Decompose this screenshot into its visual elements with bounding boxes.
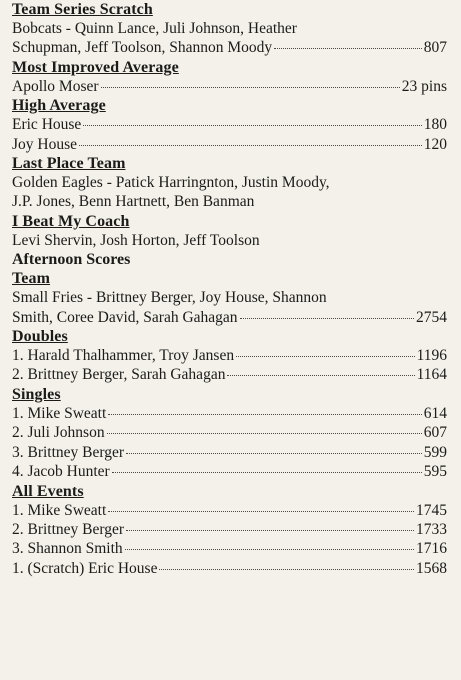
team-series-scratch-members: Schupman, Jeff Toolson, Shannon Moody [12, 39, 273, 57]
doubles-row [12, 346, 447, 365]
doubles-names: 1. Harald Thalhammer, Troy Jansen [12, 347, 235, 365]
doubles-names: 2. Brittney Berger, Sarah Gahagan [12, 366, 226, 384]
most-improved-section [12, 58, 447, 96]
high-average-name: Joy House [12, 135, 78, 153]
all-events-name: 3. Shannon Smith [12, 540, 123, 558]
leader-dots [240, 318, 414, 319]
all-events-row [12, 501, 447, 520]
last-place-line1: Golden Eagles - Patick Harringnton, Justin Moody, [12, 174, 330, 192]
leader-dots [126, 530, 414, 531]
all-events-score: 1568 [416, 559, 447, 577]
all-events-row [12, 559, 447, 578]
singles-row [12, 423, 447, 442]
all-events-heading: All Events [12, 482, 84, 500]
doubles-section [12, 327, 447, 385]
last-place-line2: J.P. Jones, Benn Hartnett, Ben Banman [12, 193, 255, 211]
singles-name: 3. Brittney Berger [12, 443, 125, 461]
team-series-scratch-members-line1: Bobcats - Quinn Lance, Juli Johnson, Heather [12, 20, 297, 37]
doubles-score: 1164 [416, 366, 447, 384]
singles-row [12, 404, 447, 423]
high-average-row [12, 115, 447, 134]
team-score: 2754 [416, 308, 447, 326]
high-average-row [12, 135, 447, 154]
team-section [12, 269, 447, 327]
singles-name: 4. Jacob Hunter [12, 463, 110, 481]
singles-row [12, 443, 447, 462]
high-average-value: 180 [423, 116, 447, 134]
afternoon-scores-heading: Afternoon Scores [12, 251, 131, 269]
team-members-line1: Small Fries - Brittney Berger, Joy House, Shannon [12, 289, 327, 307]
leader-dots [108, 511, 414, 512]
high-average-heading: High Average [12, 97, 106, 115]
all-events-score: 1745 [416, 501, 447, 519]
team-series-scratch-section [12, 0, 447, 58]
all-events-row [12, 520, 447, 539]
team-series-scratch-members-line2 [12, 38, 447, 57]
leader-dots [125, 549, 414, 550]
all-events-score: 1716 [416, 540, 447, 558]
leader-dots [108, 414, 421, 415]
all-events-name: 1. (Scratch) Eric House [12, 559, 158, 577]
singles-heading: Singles [12, 385, 61, 403]
leader-dots [79, 145, 422, 146]
all-events-name: 1. Mike Sweatt [12, 501, 107, 519]
team-members-line2 [12, 308, 447, 327]
leader-dots [112, 472, 422, 473]
singles-score: 614 [423, 404, 447, 422]
high-average-value: 120 [423, 135, 447, 153]
team-heading: Team [12, 270, 51, 288]
singles-score: 607 [423, 424, 447, 442]
beat-coach-heading: I Beat My Coach [12, 212, 130, 230]
leader-dots [159, 569, 414, 570]
leader-dots [274, 48, 422, 49]
all-events-name: 2. Brittney Berger [12, 520, 125, 538]
team-series-scratch-score: 807 [423, 39, 447, 57]
singles-section [12, 385, 447, 482]
last-place-section [12, 154, 447, 212]
singles-row [12, 462, 447, 481]
singles-name: 2. Juli Johnson [12, 424, 105, 442]
most-improved-name: Apollo Moser [12, 77, 99, 95]
leader-dots [107, 433, 422, 434]
high-average-section [12, 96, 447, 154]
beat-coach-names: Levi Shervin, Josh Horton, Jeff Toolson [12, 231, 260, 249]
leader-dots [227, 375, 414, 376]
singles-score: 595 [423, 463, 447, 481]
all-events-section [12, 482, 447, 579]
singles-score: 599 [423, 443, 447, 461]
doubles-row [12, 365, 447, 384]
leader-dots [101, 87, 400, 88]
all-events-row [12, 539, 447, 558]
all-events-score: 1733 [416, 520, 447, 538]
leader-dots [236, 356, 414, 357]
team-series-scratch-heading: Team Series Scratch [12, 1, 153, 18]
most-improved-value: 23 pins [401, 77, 447, 95]
beat-coach-section [12, 212, 447, 250]
team-members: Smith, Coree David, Sarah Gahagan [12, 308, 238, 326]
doubles-heading: Doubles [12, 328, 68, 346]
singles-name: 1. Mike Sweatt [12, 404, 107, 422]
leader-dots [126, 453, 422, 454]
leader-dots [83, 125, 421, 126]
high-average-name: Eric House [12, 116, 82, 134]
most-improved-heading: Most Improved Average [12, 58, 179, 76]
last-place-heading: Last Place Team [12, 155, 126, 173]
doubles-score: 1196 [416, 347, 447, 365]
most-improved-row [12, 77, 447, 96]
